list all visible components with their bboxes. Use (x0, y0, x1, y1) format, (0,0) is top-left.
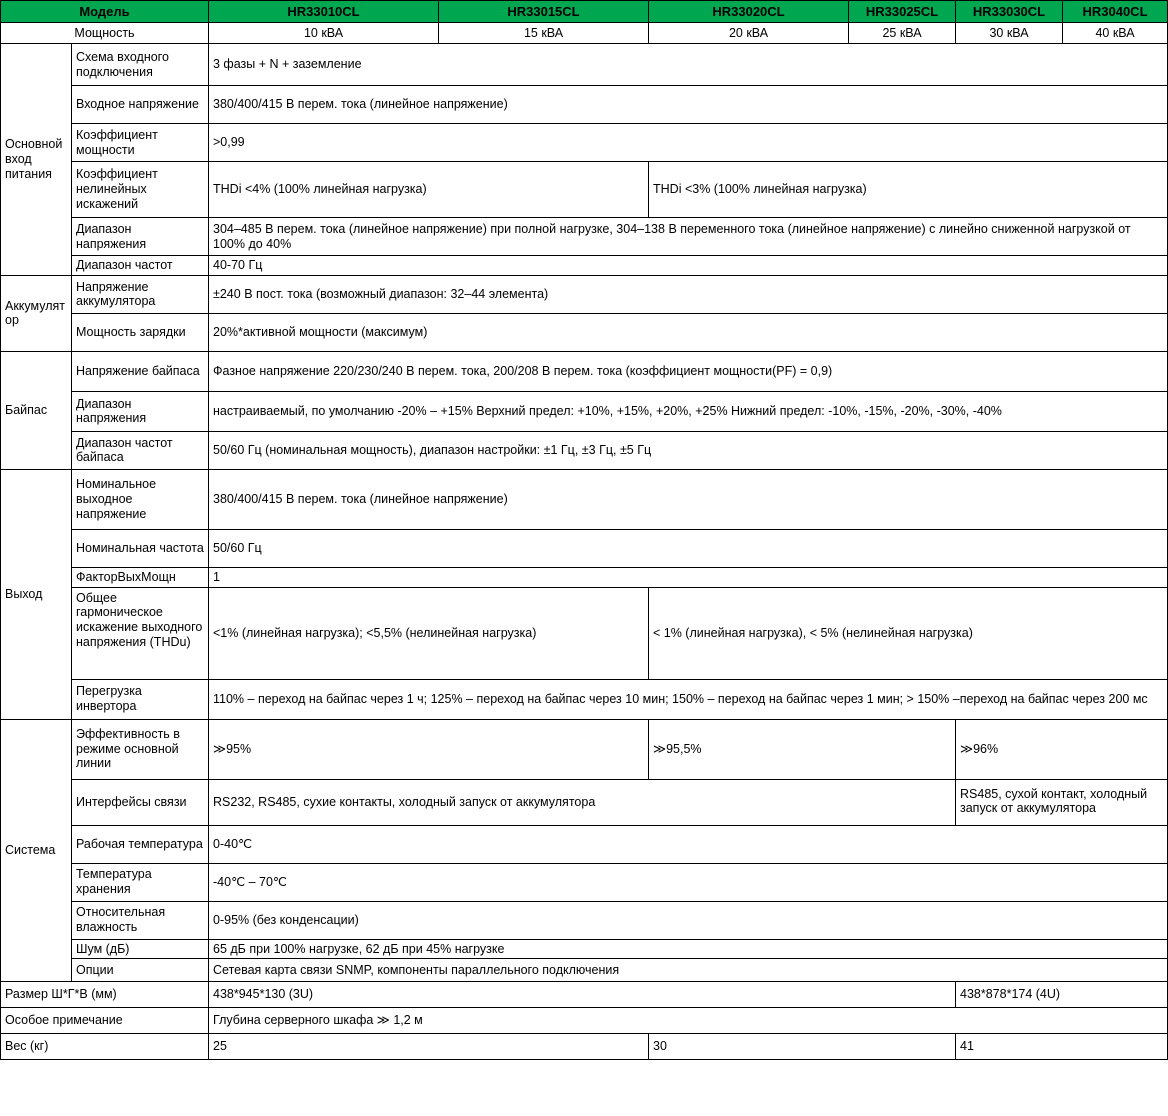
power-value-6: 40 кВА (1063, 23, 1168, 44)
value-bypass-voltage-range: настраиваемый, по умолчанию -20% – +15% Верхний предел: +10%, +15%, +20%, +25% Нижний предел: -10%, -15%, -20%, -30%, -40% (209, 391, 1168, 431)
row-weight (1, 1034, 1168, 1060)
row-battery-charge-power (1, 313, 1168, 351)
power-value-4: 25 кВА (849, 23, 956, 44)
label-system-humidity: Относительная влажность (72, 901, 209, 939)
label-output-nominal-freq: Номинальная частота (72, 529, 209, 567)
value-system-storage-temp: -40℃ – 70℃ (209, 863, 1168, 901)
value-input-thdi-left: THDi <4% (100% линейная нагрузка) (209, 162, 649, 218)
row-input-voltage (1, 86, 1168, 124)
value-system-comm-left: RS232, RS485, сухие контакты, холодный запуск от аккумулятора (209, 779, 956, 825)
label-battery-voltage: Напряжение аккумулятора (72, 275, 209, 313)
label-output-thdu: Общее гармоническое искажение выходного напряжения (THDu) (72, 587, 209, 679)
power-row (1, 23, 1168, 44)
value-bypass-freq-range: 50/60 Гц (номинальная мощность), диапазон настройки: ±1 Гц, ±3 Гц, ±5 Гц (209, 431, 1168, 469)
value-weight-2: 30 (649, 1034, 956, 1060)
row-bypass-voltage (1, 351, 1168, 391)
label-system-efficiency: Эффективность в режиме основной линии (72, 719, 209, 779)
row-input-voltage-range (1, 218, 1168, 256)
value-output-nominal-freq: 50/60 Гц (209, 529, 1168, 567)
row-system-humidity (1, 901, 1168, 939)
value-input-voltage-range: 304–485 В перем. тока (линейное напряжение) при полной нагрузке, 304–138 В переменного тока (линейное напряжение) с линейно сниженной нагрузкой от 100% до 40% (209, 218, 1168, 256)
row-input-freq-range (1, 256, 1168, 276)
value-input-thdi-right: THDi <3% (100% линейная нагрузка) (649, 162, 1168, 218)
label-input-wiring: Схема входного подключения (72, 44, 209, 86)
value-output-power-factor: 1 (209, 567, 1168, 587)
value-battery-charge-power: 20%*активной мощности (максимум) (209, 313, 1168, 351)
label-input-voltage-range: Диапазон напряжения (72, 218, 209, 256)
power-value-1: 10 кВА (209, 23, 439, 44)
label-dimensions: Размер Ш*Г*В (мм) (1, 982, 209, 1008)
row-output-nominal-voltage (1, 469, 1168, 529)
label-output-power-factor: ФакторВыхМощн (72, 567, 209, 587)
row-bypass-voltage-range (1, 391, 1168, 431)
value-system-efficiency-2: ≫95,5% (649, 719, 956, 779)
value-output-overload: 110% – переход на байпас через 1 ч; 125% – переход на байпас через 10 мин; 150% – переход на байпас через 1 мин; > 150% –переход на байпас через 200 мс (209, 679, 1168, 719)
row-input-wiring (1, 44, 1168, 86)
label-input-freq-range: Диапазон частот (72, 256, 209, 276)
power-value-2: 15 кВА (439, 23, 649, 44)
category-battery: Аккумулятор (1, 275, 72, 351)
label-system-storage-temp: Температура хранения (72, 863, 209, 901)
value-system-comm-right: RS485, сухой контакт, холодный запуск от аккумулятора (956, 779, 1168, 825)
category-system: Система (1, 719, 72, 982)
value-dimensions-left: 438*945*130 (3U) (209, 982, 956, 1008)
row-input-thdi (1, 162, 1168, 218)
label-input-thdi: Коэффициент нелинейных искажений (72, 162, 209, 218)
row-system-noise (1, 939, 1168, 959)
value-input-voltage: 380/400/415 В перем. тока (линейное напряжение) (209, 86, 1168, 124)
value-system-noise: 65 дБ при 100% нагрузке, 62 дБ при 45% нагрузке (209, 939, 1168, 959)
label-weight: Вес (кг) (1, 1034, 209, 1060)
power-value-3: 20 кВА (649, 23, 849, 44)
header-model-1: HR33010CL (209, 1, 439, 23)
label-input-voltage: Входное напряжение (72, 86, 209, 124)
power-value-5: 30 кВА (956, 23, 1063, 44)
label-special-note: Особое примечание (1, 1008, 209, 1034)
header-model-4: HR33025CL (849, 1, 956, 23)
label-bypass-voltage: Напряжение байпаса (72, 351, 209, 391)
row-system-efficiency (1, 719, 1168, 779)
header-model-label: Модель (1, 1, 209, 23)
category-bypass: Байпас (1, 351, 72, 469)
value-output-nominal-voltage: 380/400/415 В перем. тока (линейное напряжение) (209, 469, 1168, 529)
value-special-note: Глубина серверного шкафа ≫ 1,2 м (209, 1008, 1168, 1034)
label-output-nominal-voltage: Номинальное выходное напряжение (72, 469, 209, 529)
label-system-comm: Интерфейсы связи (72, 779, 209, 825)
value-system-options: Сетевая карта связи SNMP, компоненты параллельного подключения (209, 959, 1168, 982)
value-system-efficiency-3: ≫96% (956, 719, 1168, 779)
label-bypass-voltage-range: Диапазон напряжения (72, 391, 209, 431)
value-system-op-temp: 0-40℃ (209, 825, 1168, 863)
row-output-thdu (1, 587, 1168, 679)
label-system-op-temp: Рабочая температура (72, 825, 209, 863)
row-bypass-freq-range (1, 431, 1168, 469)
value-input-power-factor: >0,99 (209, 124, 1168, 162)
row-output-overload (1, 679, 1168, 719)
row-system-op-temp (1, 825, 1168, 863)
value-system-humidity: 0-95% (без конденсации) (209, 901, 1168, 939)
category-input: Основной вход питания (1, 44, 72, 276)
value-weight-1: 25 (209, 1034, 649, 1060)
label-battery-charge-power: Мощность зарядки (72, 313, 209, 351)
power-label: Мощность (1, 23, 209, 44)
row-system-options (1, 959, 1168, 982)
row-battery-voltage (1, 275, 1168, 313)
value-system-efficiency-1: ≫95% (209, 719, 649, 779)
header-model-2: HR33015CL (439, 1, 649, 23)
row-output-nominal-freq (1, 529, 1168, 567)
row-system-storage-temp (1, 863, 1168, 901)
value-battery-voltage: ±240 В пост. тока (возможный диапазон: 32–44 элемента) (209, 275, 1168, 313)
header-model-3: HR33020CL (649, 1, 849, 23)
value-dimensions-right: 438*878*174 (4U) (956, 982, 1168, 1008)
value-output-thdu-right: < 1% (линейная нагрузка), < 5% (нелинейная нагрузка) (649, 587, 1168, 679)
label-input-power-factor: Коэффициент мощности (72, 124, 209, 162)
label-system-options: Опции (72, 959, 209, 982)
row-system-comm (1, 779, 1168, 825)
label-bypass-freq-range: Диапазон частот байпаса (72, 431, 209, 469)
label-system-noise: Шум (дБ) (72, 939, 209, 959)
row-input-power-factor (1, 124, 1168, 162)
value-weight-3: 41 (956, 1034, 1168, 1060)
row-output-power-factor (1, 567, 1168, 587)
row-special-note (1, 1008, 1168, 1034)
value-output-thdu-left: <1% (линейная нагрузка); <5,5% (нелинейная нагрузка) (209, 587, 649, 679)
label-output-overload: Перегрузка инвертора (72, 679, 209, 719)
category-output: Выход (1, 469, 72, 719)
value-bypass-voltage: Фазное напряжение 220/230/240 В перем. тока, 200/208 В перем. тока (коэффициент мощности(PF) = 0,9) (209, 351, 1168, 391)
table-header-row (1, 1, 1168, 23)
header-model-6: HR3040CL (1063, 1, 1168, 23)
value-input-wiring: 3 фазы + N + заземление (209, 44, 1168, 86)
header-model-5: HR33030CL (956, 1, 1063, 23)
row-dimensions (1, 982, 1168, 1008)
value-input-freq-range: 40-70 Гц (209, 256, 1168, 276)
